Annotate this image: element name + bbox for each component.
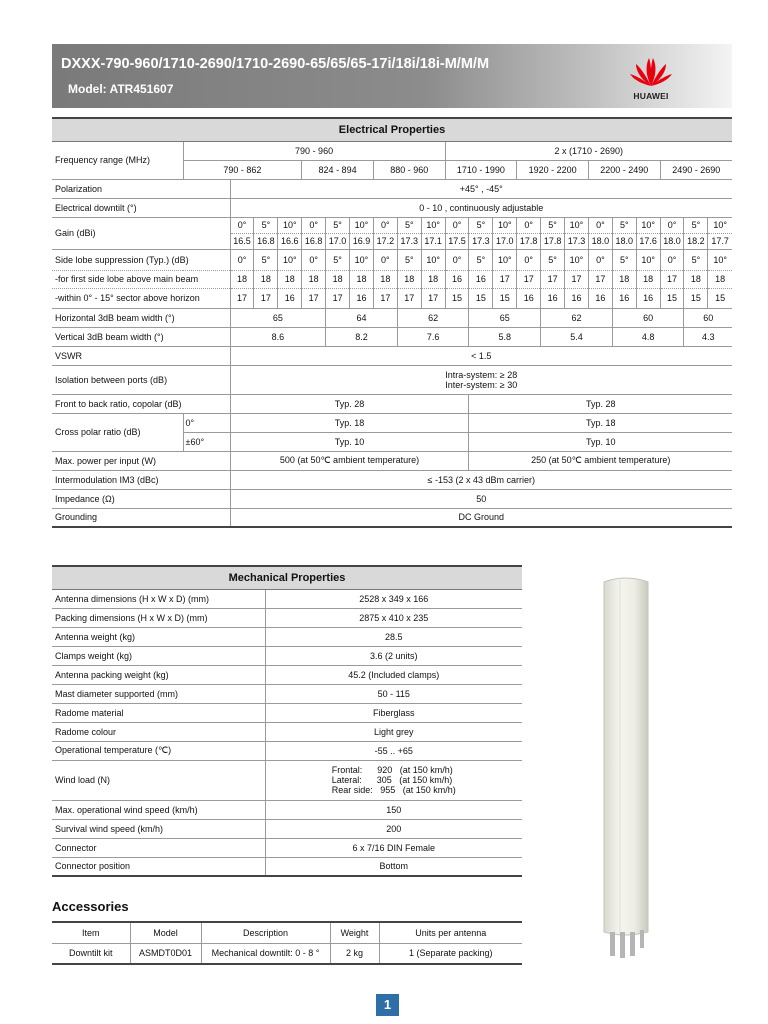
im3-label: Intermodulation IM3 (dBc) [52, 470, 230, 489]
impedance-value: 50 [230, 489, 732, 508]
mech-value: 2875 x 410 x 235 [265, 608, 522, 627]
mech-row [52, 646, 522, 665]
polarization-value: +45° , -45° [230, 179, 732, 198]
tilt-cell: 5° [469, 249, 493, 270]
acc-cell: ASMDT0D01 [130, 943, 201, 964]
tilt-cell: 10° [421, 217, 445, 233]
sls-first-cell: 18 [636, 270, 660, 288]
gain-cell: 17.3 [397, 233, 421, 249]
gain-cell: 17.6 [636, 233, 660, 249]
gain-cell: 17.5 [445, 233, 469, 249]
gain-cell: 18.0 [660, 233, 684, 249]
tilt-cell: 10° [565, 249, 589, 270]
mech-value: Fiberglass [265, 703, 522, 722]
mech-label: Radome material [52, 703, 265, 722]
tilt-cell: 0° [660, 249, 684, 270]
gain-cell: 17.8 [541, 233, 565, 249]
im3-value: ≤ -153 (2 x 43 dBm carrier) [230, 470, 732, 489]
gain-cell: 17.0 [326, 233, 350, 249]
sub-band: 880 - 960 [373, 160, 445, 179]
vbw-value: 5.8 [469, 327, 541, 346]
mech-label: Survival wind speed (km/h) [52, 819, 265, 838]
tilt-cell: 0° [517, 249, 541, 270]
mech-row [52, 627, 522, 646]
sls-sector-cell: 15 [660, 288, 684, 308]
tilt-cell: 5° [612, 249, 636, 270]
sls-first-cell: 17 [517, 270, 541, 288]
cp-0-high: Typ. 18 [469, 413, 732, 432]
tilt-cell: 5° [541, 249, 565, 270]
downtilt-label: Electrical downtilt (°) [52, 198, 230, 217]
mech-value: -55 .. +65 [265, 741, 522, 760]
wind-load-label: Wind load (N) [52, 760, 265, 800]
grounding-value: DC Ground [230, 508, 732, 527]
gain-cell: 18.0 [612, 233, 636, 249]
tilt-cell: 5° [397, 217, 421, 233]
impedance-label: Impedance (Ω) [52, 489, 230, 508]
vbw-value: 8.2 [326, 327, 398, 346]
acc-cell: Downtilt kit [52, 943, 130, 964]
tilt-cell: 10° [350, 217, 374, 233]
document-header [52, 44, 732, 108]
hbw-label: Horizontal 3dB beam width (°) [52, 308, 230, 327]
gain-cell: 17.8 [517, 233, 541, 249]
sls-sector-cell: 16 [565, 288, 589, 308]
mech-value: 45.2 (Included clamps) [265, 665, 522, 684]
brand-name: HUAWEI [633, 91, 669, 101]
sls-sector-cell: 17 [230, 288, 254, 308]
gain-cell: 16.8 [302, 233, 326, 249]
vbw-value: 4.8 [612, 327, 684, 346]
tilt-cell: 0° [445, 217, 469, 233]
hbw-value: 62 [397, 308, 469, 327]
gain-cell: 16.6 [278, 233, 302, 249]
gain-cell: 18.2 [684, 233, 708, 249]
sls-sector-cell: 16 [350, 288, 374, 308]
cp-angle-60: ±60° [183, 432, 230, 451]
sls-sector-cell: 15 [684, 288, 708, 308]
tilt-cell: 10° [278, 217, 302, 233]
sub-band: 790 - 862 [183, 160, 302, 179]
antenna-image [596, 572, 656, 968]
wind-load-row [52, 760, 522, 800]
sub-band: 1710 - 1990 [445, 160, 517, 179]
vbw-label: Vertical 3dB beam width (°) [52, 327, 230, 346]
accessories-table [52, 921, 522, 965]
mech-label: Radome colour [52, 722, 265, 741]
sls-first-cell: 17 [565, 270, 589, 288]
huawei-logo [624, 52, 678, 102]
sls-sector-cell: 16 [541, 288, 565, 308]
mech-row [52, 819, 522, 838]
mechanical-properties-table [52, 565, 522, 877]
page-number: 1 [376, 994, 399, 1016]
wind-load-value [265, 760, 522, 800]
sls-first-cell: 18 [230, 270, 254, 288]
sls-first-cell: 18 [708, 270, 732, 288]
tilt-cell: 0° [373, 217, 397, 233]
gain-label: Gain (dBi) [52, 217, 230, 249]
sls-sector-cell: 17 [373, 288, 397, 308]
mech-row [52, 838, 522, 857]
hbw-value: 64 [326, 308, 398, 327]
gain-cell: 16.5 [230, 233, 254, 249]
mech-label: Connector [52, 838, 265, 857]
sls-sector-cell: 15 [445, 288, 469, 308]
sls-first-cell: 18 [302, 270, 326, 288]
gain-cell: 16.9 [350, 233, 374, 249]
mech-label: Mast diameter supported (mm) [52, 684, 265, 703]
tilt-cell: 0° [230, 217, 254, 233]
tilt-cell: 5° [612, 217, 636, 233]
tilt-cell: 10° [278, 249, 302, 270]
mech-label: Connector position [52, 857, 265, 876]
sls-first-cell: 18 [684, 270, 708, 288]
mech-label: Operational temperature (℃) [52, 741, 265, 760]
sls-first-cell: 18 [373, 270, 397, 288]
mech-row [52, 608, 522, 627]
tilt-cell: 10° [708, 217, 732, 233]
sls-sector-cell: 16 [517, 288, 541, 308]
vbw-value: 7.6 [397, 327, 469, 346]
gain-cell: 17.7 [708, 233, 732, 249]
fb-high: Typ. 28 [469, 394, 732, 413]
tilt-cell: 5° [397, 249, 421, 270]
mech-label: Antenna weight (kg) [52, 627, 265, 646]
hbw-value: 65 [469, 308, 541, 327]
sls-first-cell: 17 [660, 270, 684, 288]
sls-sector-cell: 15 [493, 288, 517, 308]
isolation-value [230, 365, 732, 394]
acc-header: Item [52, 922, 130, 943]
mech-value: 3.6 (2 units) [265, 646, 522, 665]
isolation-inter: Inter-system: ≥ 30 [445, 379, 518, 390]
mech-row [52, 741, 522, 760]
mech-label: Clamps weight (kg) [52, 646, 265, 665]
mech-row [52, 665, 522, 684]
sls-sector-cell: 15 [469, 288, 493, 308]
tilt-cell: 0° [373, 249, 397, 270]
gain-cell: 17.0 [493, 233, 517, 249]
sls-first-label: -for first side lobe above main beam [52, 270, 230, 288]
acc-cell: Mechanical downtilt: 0 - 8 ° [201, 943, 330, 964]
mech-value: 2528 x 349 x 166 [265, 589, 522, 608]
sls-first-cell: 18 [278, 270, 302, 288]
cp-0-low: Typ. 18 [230, 413, 469, 432]
wind-load-line: Rear side: 955 (at 150 km/h) [331, 785, 456, 795]
mech-label: Max. operational wind speed (km/h) [52, 800, 265, 819]
power-high: 250 (at 50℃ ambient temperature) [469, 451, 732, 470]
mech-label: Packing dimensions (H x W x D) (mm) [52, 608, 265, 627]
tilt-cell: 10° [493, 249, 517, 270]
mech-row [52, 800, 522, 819]
tilt-cell: 0° [445, 249, 469, 270]
tilt-cell: 10° [493, 217, 517, 233]
wind-load-line: Lateral: 305 (at 150 km/h) [331, 775, 453, 785]
electrical-properties-table [52, 117, 732, 528]
mech-label: Antenna packing weight (kg) [52, 665, 265, 684]
cp-angle-0: 0° [183, 413, 230, 432]
tilt-cell: 5° [326, 217, 350, 233]
acc-header: Units per antenna [379, 922, 522, 943]
model-number: Model: ATR451607 [68, 82, 174, 96]
sls-first-cell: 17 [493, 270, 517, 288]
vswr-value: < 1.5 [230, 346, 732, 365]
tilt-cell: 5° [254, 249, 278, 270]
grounding-label: Grounding [52, 508, 230, 527]
band-low: 790 - 960 [183, 141, 445, 160]
sub-band: 2490 - 2690 [660, 160, 732, 179]
huawei-petal-icon [624, 52, 678, 92]
gain-cell: 17.3 [469, 233, 493, 249]
cross-polar-label: Cross polar ratio (dB) [52, 413, 183, 451]
gain-cell: 17.1 [421, 233, 445, 249]
vbw-value: 8.6 [230, 327, 326, 346]
sub-band: 2200 - 2490 [588, 160, 660, 179]
tilt-cell: 0° [660, 217, 684, 233]
hbw-value: 65 [230, 308, 326, 327]
mech-value: 50 - 115 [265, 684, 522, 703]
mech-row [52, 589, 522, 608]
mech-row [52, 722, 522, 741]
sls-sector-cell: 16 [636, 288, 660, 308]
tilt-cell: 10° [636, 217, 660, 233]
tilt-cell: 10° [421, 249, 445, 270]
power-label: Max. power per input (W) [52, 451, 230, 470]
tilt-cell: 5° [541, 217, 565, 233]
tilt-cell: 10° [636, 249, 660, 270]
sub-band: 824 - 894 [302, 160, 374, 179]
sls-sector-cell: 17 [302, 288, 326, 308]
tilt-cell: 0° [517, 217, 541, 233]
power-low: 500 (at 50℃ ambient temperature) [230, 451, 469, 470]
tilt-cell: 5° [254, 217, 278, 233]
sls-first-cell: 17 [588, 270, 612, 288]
tilt-cell: 5° [326, 249, 350, 270]
hbw-value: 60 [612, 308, 684, 327]
vswr-label: VSWR [52, 346, 230, 365]
fb-low: Typ. 28 [230, 394, 469, 413]
sls-first-cell: 18 [612, 270, 636, 288]
sls-sector-cell: 15 [708, 288, 732, 308]
polarization-label: Polarization [52, 179, 230, 198]
sls-first-cell: 18 [350, 270, 374, 288]
product-title: DXXX-790-960/1710-2690/1710-2690-65/65/65-17i/18i/18i-M/M/M [61, 56, 490, 72]
mech-value: 28.5 [265, 627, 522, 646]
wind-load-lines [332, 765, 456, 795]
sls-first-cell: 18 [326, 270, 350, 288]
vbw-value: 4.3 [684, 327, 732, 346]
sls-sector-cell: 17 [254, 288, 278, 308]
sls-sector-cell: 17 [397, 288, 421, 308]
tilt-cell: 0° [588, 217, 612, 233]
hbw-value: 60 [684, 308, 732, 327]
mech-value: 6 x 7/16 DIN Female [265, 838, 522, 857]
hbw-value: 62 [541, 308, 613, 327]
tilt-cell: 10° [708, 249, 732, 270]
vbw-value: 5.4 [541, 327, 613, 346]
isolation-label: Isolation between ports (dB) [52, 365, 230, 394]
sls-sector-cell: 16 [588, 288, 612, 308]
sls-first-cell: 16 [469, 270, 493, 288]
sls-label: Side lobe suppression (Typ.) (dB) [52, 249, 230, 270]
tilt-cell: 0° [230, 249, 254, 270]
gain-cell: 18.0 [588, 233, 612, 249]
sls-first-cell: 16 [445, 270, 469, 288]
sls-sector-label: -within 0° - 15° sector above horizon [52, 288, 230, 308]
sls-first-cell: 18 [421, 270, 445, 288]
sls-first-cell: 18 [397, 270, 421, 288]
gain-cell: 17.3 [565, 233, 589, 249]
band-high: 2 x (1710 - 2690) [445, 141, 732, 160]
fb-label: Front to back ratio, copolar (dB) [52, 394, 230, 413]
gain-cell: 17.2 [373, 233, 397, 249]
tilt-cell: 0° [302, 249, 326, 270]
cp-60-high: Typ. 10 [469, 432, 732, 451]
accessories-title: Accessories [52, 899, 129, 914]
acc-cell: 1 (Separate packing) [379, 943, 522, 964]
tilt-cell: 10° [565, 217, 589, 233]
freq-label: Frequency range (MHz) [52, 141, 183, 179]
tilt-cell: 0° [302, 217, 326, 233]
mechanical-caption: Mechanical Properties [52, 566, 522, 589]
mech-row [52, 857, 522, 876]
tilt-cell: 5° [469, 217, 493, 233]
mech-label: Antenna dimensions (H x W x D) (mm) [52, 589, 265, 608]
tilt-cell: 5° [684, 249, 708, 270]
sls-first-cell: 17 [541, 270, 565, 288]
sls-sector-cell: 17 [421, 288, 445, 308]
wind-load-line: Frontal: 920 (at 150 km/h) [331, 765, 453, 775]
downtilt-value: 0 - 10 , continuously adjustable [230, 198, 732, 217]
acc-header: Description [201, 922, 330, 943]
tilt-cell: 5° [684, 217, 708, 233]
sls-sector-cell: 16 [612, 288, 636, 308]
mech-value: Light grey [265, 722, 522, 741]
acc-header: Model [130, 922, 201, 943]
sls-first-cell: 18 [254, 270, 278, 288]
acc-header: Weight [330, 922, 379, 943]
mech-value: 150 [265, 800, 522, 819]
cp-60-low: Typ. 10 [230, 432, 469, 451]
mech-value: 200 [265, 819, 522, 838]
isolation-intra: Intra-system: ≥ 28 [445, 369, 518, 380]
sub-band: 1920 - 2200 [517, 160, 589, 179]
mech-row [52, 684, 522, 703]
tilt-cell: 0° [588, 249, 612, 270]
gain-cell: 16.8 [254, 233, 278, 249]
tilt-cell: 10° [350, 249, 374, 270]
acc-cell: 2 kg [330, 943, 379, 964]
sls-sector-cell: 17 [326, 288, 350, 308]
electrical-caption: Electrical Properties [52, 118, 732, 141]
mech-row [52, 703, 522, 722]
sls-sector-cell: 16 [278, 288, 302, 308]
mech-value: Bottom [265, 857, 522, 876]
